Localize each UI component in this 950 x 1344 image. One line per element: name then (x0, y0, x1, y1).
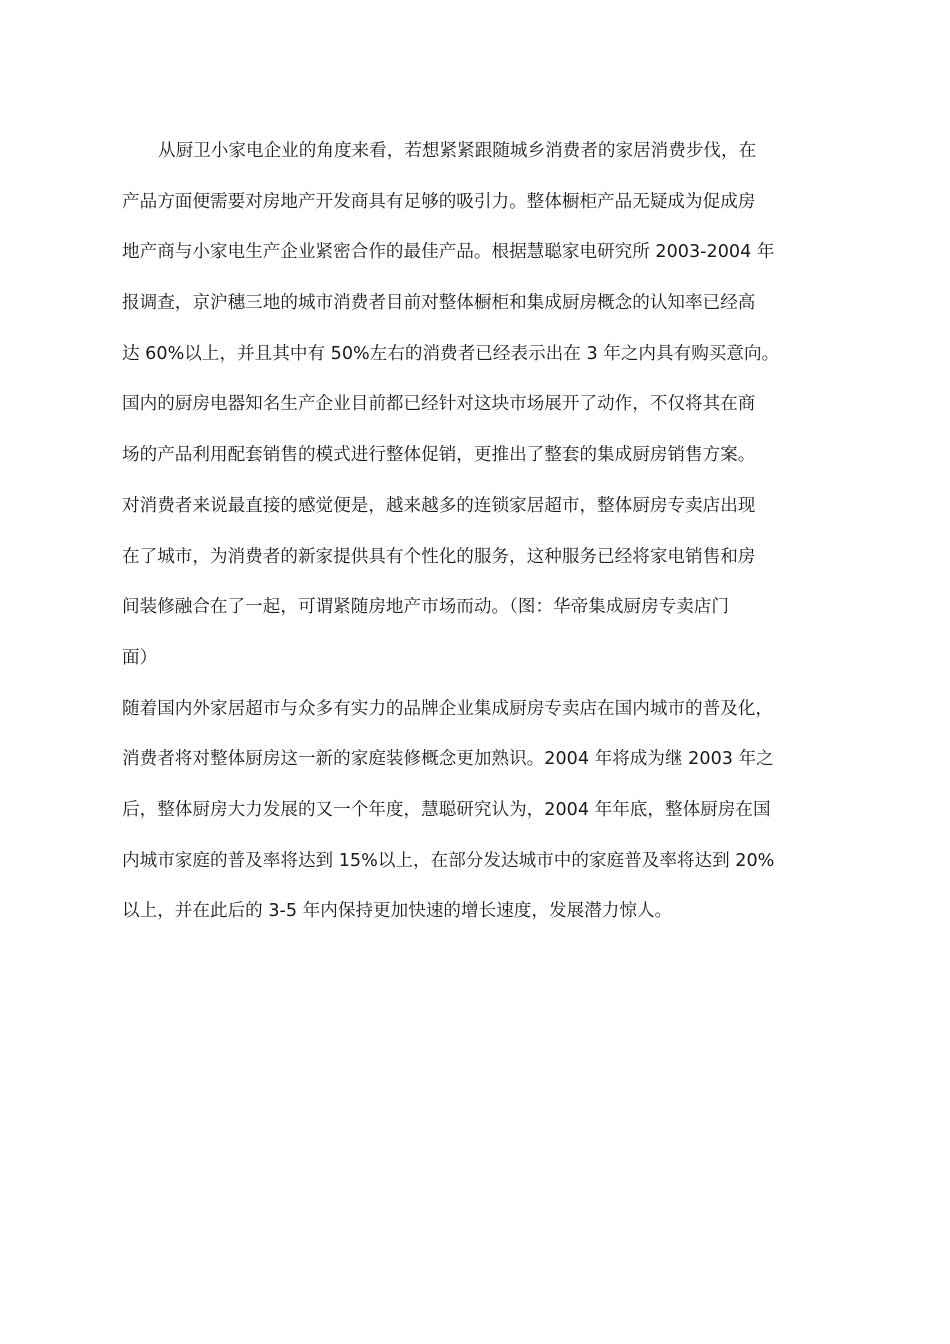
paragraph-kitchen-appliance-market (122, 126, 832, 684)
text-line: 消费者将对整体厨房这一新的家庭装修概念更加熟识。2004 年将成为继 2003 年之 (122, 749, 774, 770)
text-line: 报调查，京沪穗三地的城市消费者目前对整体橱柜和集成厨房概念的认知率已经高 (122, 293, 756, 314)
text-line: 在了城市，为消费者的新家提供具有个性化的服务，这种服务已经将家电销售和房 (122, 546, 756, 567)
text-line: 间装修融合在了一起，可谓紧随房地产市场而动。（图：华帝集成厨房专卖店门 (122, 597, 729, 618)
text-line: 产品方面便需要对房地产开发商具有足够的吸引力。整体橱柜产品无疑成为促成房 (122, 191, 756, 212)
text-line: 对消费者来说最直接的感觉便是，越来越多的连锁家居超市，整体厨房专卖店出现 (122, 495, 756, 516)
text-line: 随着国内外家居超市与众多有实力的品牌企业集成厨房专卖店在国内城市的普及化， (122, 698, 773, 719)
document-body (122, 126, 832, 937)
text-line: 后，整体厨房大力发展的又一个年度，慧聪研究认为，2004 年年底，整体厨房在国 (122, 799, 771, 820)
text-line: 地产商与小家电生产企业紧密合作的最佳产品。根据慧聪家电研究所 2003-2004 年 (122, 242, 775, 263)
text-line: 国内的厨房电器知名生产企业目前都已经针对这块市场展开了动作，不仅将其在商 (122, 394, 756, 415)
text-line: 以上，并在此后的 3-5 年内保持更加快速的增长速度，发展潜力惊人。 (122, 901, 673, 922)
text-line: 从厨卫小家电企业的角度来看，若想紧紧跟随城乡消费者的家居消费步伐，在 (158, 141, 757, 161)
text-line: 场的产品利用配套销售的模式进行整体促销，更推出了整套的集成厨房销售方案。 (122, 445, 756, 466)
text-line: 达 60%以上，并且其中有 50%左右的消费者已经表示出在 3 年之内具有购买意向。 (122, 343, 780, 364)
text-line: 内城市家庭的普及率将达到 15%以上，在部分发达城市中的家庭普及率将达到 20% (122, 850, 775, 871)
text-line: 面） (122, 647, 158, 668)
paragraph-integrated-kitchen-outlook (122, 684, 832, 937)
